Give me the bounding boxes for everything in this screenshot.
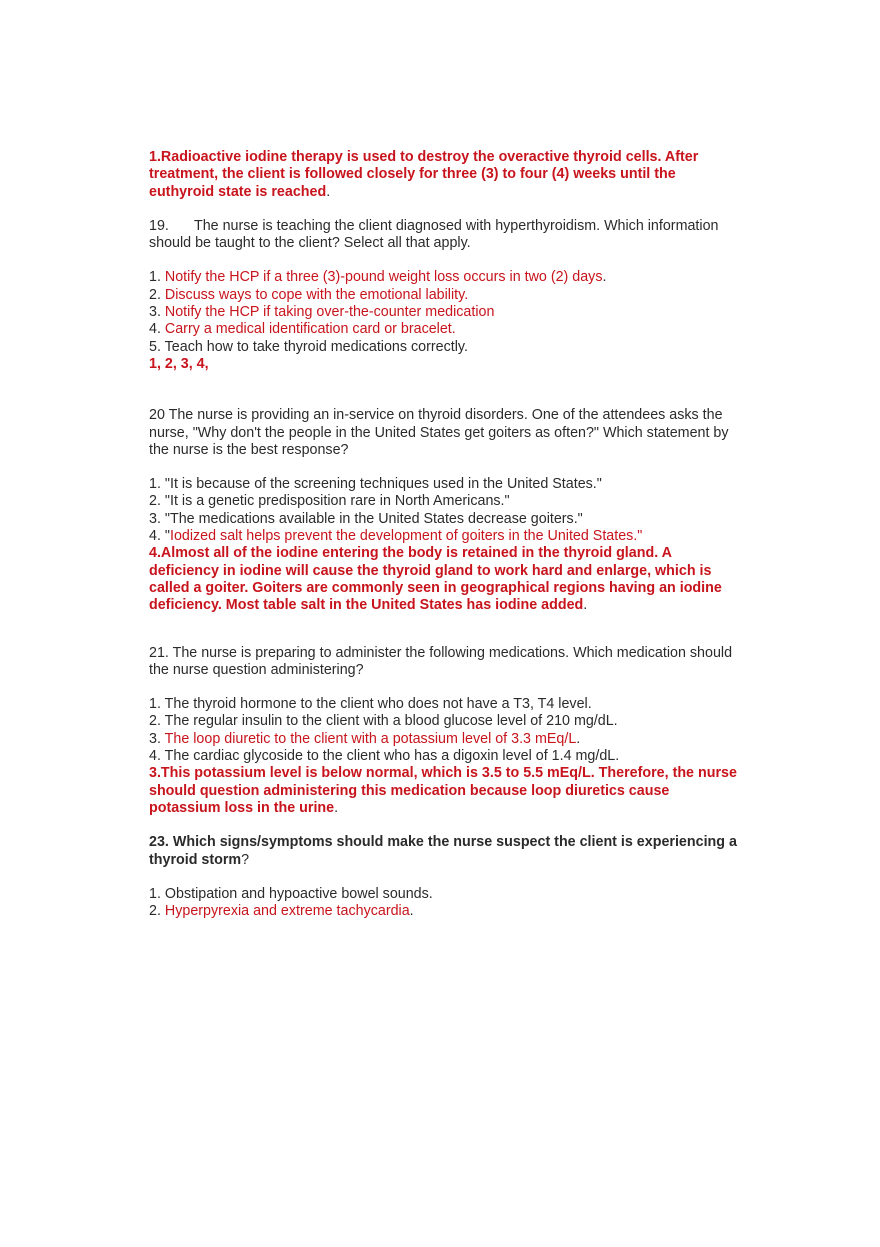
option-text: Teach how to take thyroid medications correctly. (164, 338, 468, 355)
option-number: 2. (149, 903, 165, 920)
option-4 (149, 321, 739, 338)
question-20 (149, 407, 739, 614)
option-number: 5. (149, 338, 165, 355)
options-list (149, 886, 739, 921)
question-stem-tail: ? (241, 851, 250, 868)
question-19 (149, 218, 739, 373)
rationale-text: 3.This potassium level is below normal, which is 3.5 to 5.5 mEq/L. Therefore, the nurse should question administering this medication because loop diuretics cause potassium loss in the urine (149, 765, 737, 816)
question-stem-text: The nurse is teaching the client diagnosed with hyperthyroidism. Which information should be taught to the client? Select all that apply. (149, 217, 719, 252)
options-list (149, 269, 739, 373)
option-3 (149, 511, 739, 528)
option-number: 2. (149, 713, 165, 730)
option-1 (149, 696, 739, 713)
answer-key: 1, 2, 3, 4, (149, 355, 209, 372)
option-1 (149, 476, 739, 493)
rationale-tail: . (326, 183, 331, 200)
option-text: Carry a medical identification card or bracelet. (164, 321, 456, 338)
option-number: 2. (149, 286, 165, 303)
question-stem-text: 23. Which signs/symptoms should make the nurse suspect the client is experiencing a thyroid storm (149, 834, 737, 868)
option-3 (149, 731, 739, 748)
option-number: 1. (149, 885, 165, 902)
option-number: 3. (149, 304, 165, 321)
option-3 (149, 304, 739, 321)
option-number: 2. (149, 493, 165, 510)
rationale-tail: . (583, 597, 588, 614)
option-text: "It is because of the screening techniques used in the United States." (164, 476, 602, 493)
option-number: 4. (149, 321, 165, 338)
option-tail: . (409, 903, 414, 920)
option-text: The regular insulin to the client with a blood glucose level of 210 mg/dL. (164, 713, 618, 730)
option-4 (149, 748, 739, 765)
option-text: Discuss ways to cope with the emotional lability. (164, 286, 469, 303)
question-23 (149, 834, 739, 920)
option-number: 4. " (149, 528, 170, 545)
option-2 (149, 287, 739, 304)
question-stem: 21. The nurse is preparing to administer the following medications. Which medication should the nurse question administering? (149, 644, 733, 678)
option-2 (149, 493, 739, 510)
option-text: Notify the HCP if taking over-the-counter medication (164, 304, 495, 321)
option-number: 1. (149, 476, 165, 493)
option-number: 3. (149, 730, 165, 747)
option-number: 3. (149, 510, 165, 527)
option-text: Iodized salt helps prevent the development of goiters in the United States." (169, 528, 643, 545)
question-21 (149, 645, 739, 818)
option-text: Hyperpyrexia and extreme tachycardia (164, 903, 410, 920)
rationale-tail: . (334, 799, 339, 816)
question-stem (149, 218, 739, 253)
option-2 (149, 713, 739, 730)
option-1 (149, 886, 739, 903)
option-text: "It is a genetic predisposition rare in North Americans." (164, 493, 510, 510)
option-2 (149, 903, 739, 920)
option-text: The thyroid hormone to the client who does not have a T3, T4 level. (164, 696, 592, 713)
option-5 (149, 339, 739, 356)
rationale (149, 765, 739, 817)
option-text: "The medications available in the United States decrease goiters." (164, 510, 583, 527)
option-text: The loop diuretic to the client with a potassium level of 3.3 mEq/L (164, 730, 577, 747)
question-number: 19. (149, 217, 169, 234)
option-tail: . (576, 730, 581, 747)
option-number: 4. (149, 748, 165, 765)
option-tail: . (602, 269, 607, 286)
document-page (149, 149, 739, 920)
options-list (149, 476, 739, 545)
rationale (149, 545, 739, 614)
rationale-text: 1.Radioactive iodine therapy is used to destroy the overactive thyroid cells. After treatment, the client is followed closely for three (3) to four (4) weeks until the euthyroid state is reached (149, 149, 699, 200)
option-text: Notify the HCP if a three (3)-pound weight loss occurs in two (2) days (164, 269, 603, 286)
rationale-radioactive-iodine (149, 149, 739, 201)
question-stem (149, 834, 739, 869)
rationale-text: 4.Almost all of the iodine entering the body is retained in the thyroid gland. A deficiency in iodine will cause the thyroid gland to work hard and enlarge, which is called a goiter. Goiters are commonly seen in geographical regions having an iodine deficiency. Most table salt in the United States has iodine added (149, 545, 722, 614)
option-number: 1. (149, 696, 165, 713)
options-list (149, 696, 739, 765)
option-text: The cardiac glycoside to the client who has a digoxin level of 1.4 mg/dL. (164, 748, 620, 765)
option-text: Obstipation and hypoactive bowel sounds. (164, 885, 433, 902)
question-stem: 20 The nurse is providing an in-service on thyroid disorders. One of the attendees asks the nurse, "Why don't the people in the United States get goiters as often?" Which statement by the nurse is the best response? (149, 407, 729, 458)
option-number: 1. (149, 269, 165, 286)
option-1 (149, 269, 739, 286)
option-4 (149, 528, 739, 545)
